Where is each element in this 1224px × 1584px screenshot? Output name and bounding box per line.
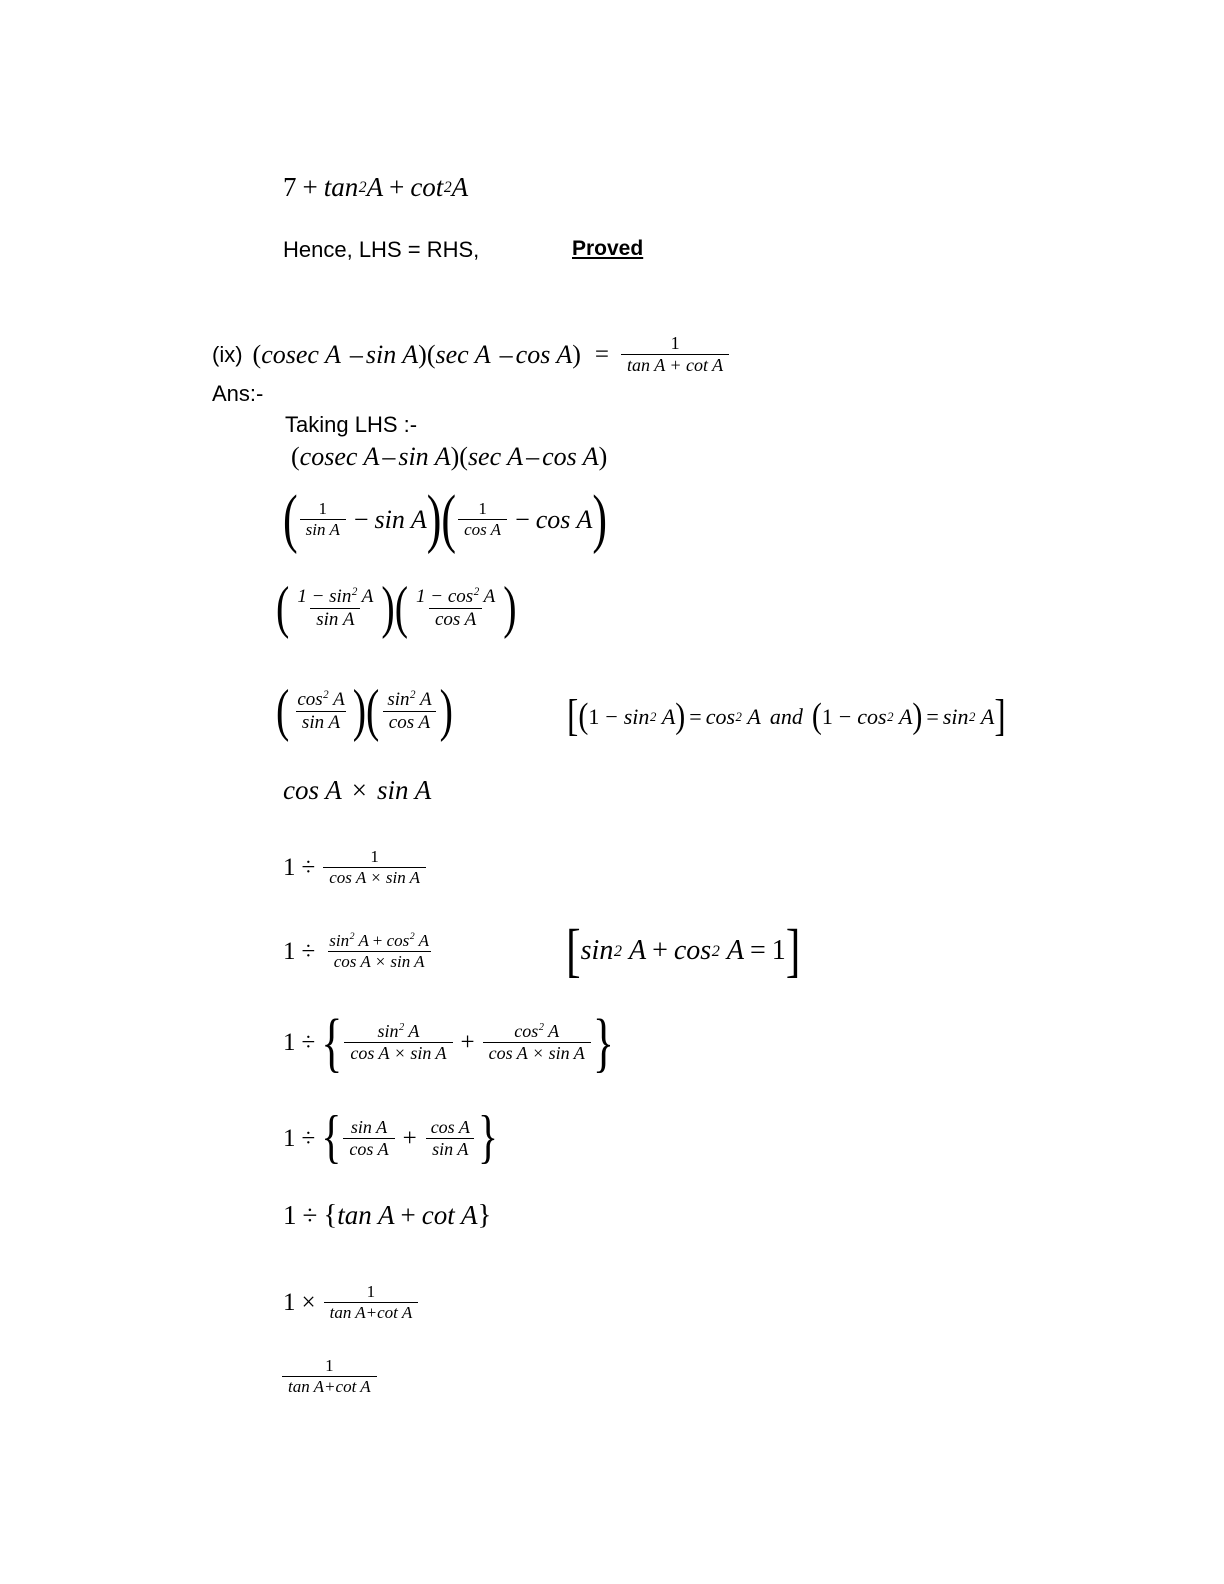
question-paren-open-1: (	[252, 339, 262, 369]
top-cot-variable: A	[451, 172, 469, 202]
note4-paren-open-1: (	[578, 696, 589, 736]
step12-numerator: 1	[325, 1356, 334, 1375]
note4-paren-close-1: )	[675, 696, 686, 736]
question-paren-close-1: )	[418, 339, 427, 369]
top-tan-variable: A	[366, 172, 384, 202]
step1-minus-2: –	[526, 442, 540, 471]
step4-paren-close-2: )	[439, 677, 453, 743]
answer-label: Ans:-	[212, 381, 264, 406]
step-3-expression	[276, 574, 517, 640]
question-lhs	[253, 340, 581, 370]
note4-sin-result-var: A	[980, 703, 995, 729]
step7-num-plus: +	[372, 931, 383, 950]
step9-fraction-2	[425, 1118, 476, 1159]
step4-num1-cos: cos	[297, 689, 323, 710]
step2-paren-open-1: (	[283, 481, 298, 556]
step8-numerator-1	[371, 1022, 425, 1042]
note4-cos-result-var: A	[747, 703, 761, 729]
step3-fraction-1	[291, 587, 379, 630]
step5-cos: cos A	[283, 775, 342, 805]
note7-cos-var: A	[726, 935, 744, 967]
step-4-identity-note: [ ( 1 − sin 2 A ) = cos 2 A and ( 1 − cos 2 A ) = sin 2 A ]	[567, 692, 1006, 741]
step8-brace-close: }	[592, 1005, 614, 1079]
step4-num2-exponent: 2	[410, 688, 416, 701]
question-sin: sin A	[365, 339, 419, 369]
step7-num-cos: cos	[386, 931, 410, 950]
proved-label: Proved	[572, 237, 644, 260]
step12-denominator: tan A+cot A	[282, 1376, 377, 1396]
step4-fraction-1	[291, 690, 350, 733]
step7-one: 1	[283, 937, 296, 965]
step3-num1-a: 1 − sin	[297, 586, 352, 607]
question-paren-close-2: )	[572, 339, 581, 369]
step11-times: ×	[301, 1288, 316, 1316]
step4-num2-sin: sin	[387, 689, 410, 710]
step7-num-cos-exponent: 2	[409, 931, 415, 943]
note4-minus-1: −	[605, 703, 618, 729]
step8-num1-var: A	[408, 1021, 420, 1041]
step4-num1-exponent: 2	[323, 688, 329, 701]
top-tan: tan	[323, 172, 359, 202]
step2-sin-term: sin A	[374, 504, 427, 534]
step-8-expression	[283, 1005, 614, 1079]
step6-fraction	[323, 848, 426, 887]
step8-num2-var: A	[548, 1021, 560, 1041]
step7-numerator	[323, 932, 435, 951]
step1-cos: cos A	[542, 442, 599, 471]
step7-fraction	[323, 932, 435, 971]
note7-one: 1	[771, 935, 786, 967]
step3-denominator-2: cos A	[429, 608, 482, 630]
step4-paren-open-1: (	[276, 677, 290, 743]
step2-minus-1: −	[353, 504, 369, 534]
question-equals: =	[594, 340, 610, 368]
step3-paren-open-1: (	[276, 574, 290, 640]
step-10-expression	[283, 1200, 491, 1231]
step2-numerator-2: 1	[478, 499, 487, 518]
step3-num1-b: A	[361, 586, 374, 607]
step2-numerator-1: 1	[318, 499, 327, 518]
step3-num2-exponent: 2	[473, 585, 480, 598]
step7-num-cos-var: A	[418, 931, 430, 950]
step-1-expression	[291, 442, 607, 472]
step3-num2-b: A	[483, 586, 496, 607]
note4-bracket-open: [	[567, 692, 579, 741]
note7-bracket-close: ]	[785, 917, 801, 984]
step10-plus: +	[400, 1200, 416, 1230]
note7-bracket-open: [	[566, 917, 581, 984]
step10-tan: tan A	[337, 1200, 395, 1230]
step9-numerator-2: cos A	[430, 1117, 470, 1137]
note4-sin-var: A	[661, 703, 676, 729]
note4-equals-2: =	[926, 703, 939, 729]
step3-numerator-1	[291, 587, 379, 608]
step1-sec: sec A	[467, 442, 524, 471]
note4-paren-open-2: (	[811, 696, 822, 736]
step2-fraction-1	[300, 500, 346, 539]
step9-brace-open: {	[321, 1106, 342, 1171]
step8-num1-sin: sin	[377, 1021, 399, 1041]
step8-num2-exponent: 2	[538, 1022, 544, 1033]
step3-num1-exponent: 2	[351, 585, 358, 598]
step8-numerator-2	[508, 1022, 565, 1042]
step3-paren-close-2: )	[503, 574, 517, 640]
step3-fraction-2	[410, 587, 501, 630]
step11-fraction	[324, 1283, 419, 1322]
step3-paren-open-2: (	[394, 574, 409, 640]
step1-paren-open-2: (	[459, 442, 468, 472]
question-rhs-numerator: 1	[670, 333, 680, 353]
step2-paren-close-1: )	[426, 481, 442, 556]
note4-cos: cos	[857, 703, 887, 729]
note7-plus: +	[652, 935, 668, 967]
step-11-expression	[283, 1283, 420, 1322]
step5-times: ×	[351, 775, 367, 805]
step8-denominator-1: cos A × sin A	[344, 1042, 452, 1063]
question-rhs-fraction	[621, 334, 729, 375]
step-4-expression	[276, 677, 453, 743]
step1-sin: sin A	[398, 442, 451, 471]
step11-one: 1	[283, 1288, 296, 1316]
note4-one-2: 1	[821, 703, 833, 729]
step2-denominator-1: sin A	[300, 519, 346, 539]
question-minus-1: –	[349, 339, 363, 369]
note4-cos-var: A	[898, 703, 913, 729]
step8-brace-open: {	[321, 1005, 343, 1079]
step4-denominator-1: sin A	[296, 711, 346, 733]
note4-minus-2: −	[838, 703, 852, 729]
step9-denominator-1: cos A	[343, 1138, 394, 1159]
question-cosec: cosec A	[261, 339, 341, 369]
step9-numerator-1: sin A	[350, 1117, 388, 1137]
note7-cos: cos	[673, 935, 712, 967]
question-cos: cos A	[515, 339, 573, 369]
step7-denominator: cos A × sin A	[328, 951, 431, 971]
step9-divide: ÷	[301, 1124, 316, 1152]
step7-num-sin: sin	[329, 931, 350, 950]
step8-denominator-2: cos A × sin A	[483, 1042, 591, 1063]
step4-numerator-2	[381, 690, 437, 711]
top-plus-2: +	[389, 172, 405, 202]
step3-numerator-2	[410, 587, 501, 608]
step4-fraction-2	[381, 690, 437, 733]
question-rhs-denominator: tan A + cot A	[621, 354, 729, 375]
step8-num2-cos: cos	[514, 1021, 539, 1041]
step-9-expression	[283, 1106, 499, 1171]
note4-paren-close-2: )	[912, 696, 923, 736]
question-number: (ix)	[212, 341, 243, 367]
step2-minus-2: −	[515, 504, 530, 534]
step2-cos-term: cos A	[535, 504, 593, 534]
step3-paren-close-1: )	[381, 574, 395, 640]
note7-sin: sin	[580, 935, 614, 967]
step8-num1-exponent: 2	[399, 1022, 405, 1033]
step7-divide: ÷	[301, 937, 316, 965]
top-expression: 7 + tan 2 A + cot 2 A	[283, 172, 469, 202]
step4-paren-open-2: (	[366, 677, 380, 743]
step6-numerator: 1	[370, 847, 379, 866]
step10-cot: cot A	[421, 1200, 478, 1230]
step1-cosec: cosec A	[299, 442, 380, 471]
step8-plus: +	[460, 1028, 475, 1056]
step7-num-sin-exponent: 2	[349, 931, 355, 943]
note4-bracket-close: ]	[994, 692, 1006, 741]
step1-paren-open-1: (	[291, 442, 300, 472]
step9-plus: +	[402, 1124, 417, 1152]
step10-divide: ÷	[302, 1200, 318, 1230]
step3-denominator-1: sin A	[310, 608, 360, 630]
step3-num2-a: 1 − cos	[416, 586, 474, 607]
step6-denominator: cos A × sin A	[323, 867, 426, 887]
step4-numerator-1	[291, 690, 350, 711]
step2-paren-open-2: (	[441, 481, 457, 556]
step8-fraction-2	[483, 1022, 591, 1063]
note4-cos-result: cos	[705, 703, 736, 729]
step2-denominator-2: cos A	[458, 519, 507, 539]
taking-lhs-label: Taking LHS :-	[285, 412, 418, 437]
hence-lhs-rhs-text: Hence, LHS = RHS,	[283, 237, 480, 262]
note7-sin-var: A	[628, 935, 647, 967]
step10-one: 1	[283, 1200, 297, 1230]
step6-divide: ÷	[301, 853, 316, 881]
step-12-final-result	[280, 1357, 379, 1396]
step1-minus-1: –	[382, 442, 396, 471]
step2-paren-close-2: )	[592, 481, 607, 556]
step4-denominator-2: cos A	[383, 711, 436, 733]
step9-fraction-1	[343, 1118, 394, 1159]
step8-fraction-1	[344, 1022, 452, 1063]
step8-divide: ÷	[301, 1028, 316, 1056]
question-paren-open-2: (	[426, 339, 436, 369]
step5-sin: sin A	[376, 775, 432, 805]
question-ix-line	[212, 334, 731, 375]
step8-one: 1	[283, 1028, 296, 1056]
step4-num1-var: A	[333, 689, 345, 710]
step-7-identity-note: [ sin 2 A + cos 2 A = 1 ]	[566, 917, 801, 984]
step9-brace-close: }	[477, 1106, 499, 1171]
note7-equals: =	[749, 935, 766, 967]
top-plus-1: +	[302, 172, 318, 202]
step12-fraction	[282, 1357, 377, 1396]
step10-brace-close: }	[477, 1198, 492, 1231]
step4-paren-close-1: )	[352, 677, 367, 743]
note4-and: and	[769, 703, 803, 729]
step-5-expression	[283, 775, 431, 806]
step6-one: 1	[283, 853, 296, 881]
step1-paren-close-1: )	[450, 442, 460, 472]
top-cot: cot	[410, 172, 444, 202]
step10-brace-open: {	[323, 1198, 338, 1231]
question-minus-2: –	[499, 339, 513, 369]
top-seven: 7	[283, 172, 297, 202]
note4-one-1: 1	[588, 703, 600, 729]
question-sec: sec A	[435, 339, 491, 369]
step7-num-sin-var: A	[358, 931, 369, 950]
note4-equals-1: =	[689, 703, 702, 729]
step11-numerator: 1	[366, 1282, 376, 1301]
step-7-expression	[283, 932, 437, 971]
step11-denominator: tan A+cot A	[324, 1302, 419, 1322]
note4-sin: sin	[623, 703, 650, 729]
note4-sin-result: sin	[942, 703, 969, 729]
step9-one: 1	[283, 1124, 296, 1152]
step4-num2-var: A	[419, 689, 432, 710]
step9-denominator-2: sin A	[426, 1138, 474, 1159]
step1-paren-close-2: )	[598, 442, 608, 472]
step-2-expression	[283, 481, 607, 556]
step2-fraction-2	[458, 500, 507, 539]
step-6-expression	[283, 848, 428, 887]
